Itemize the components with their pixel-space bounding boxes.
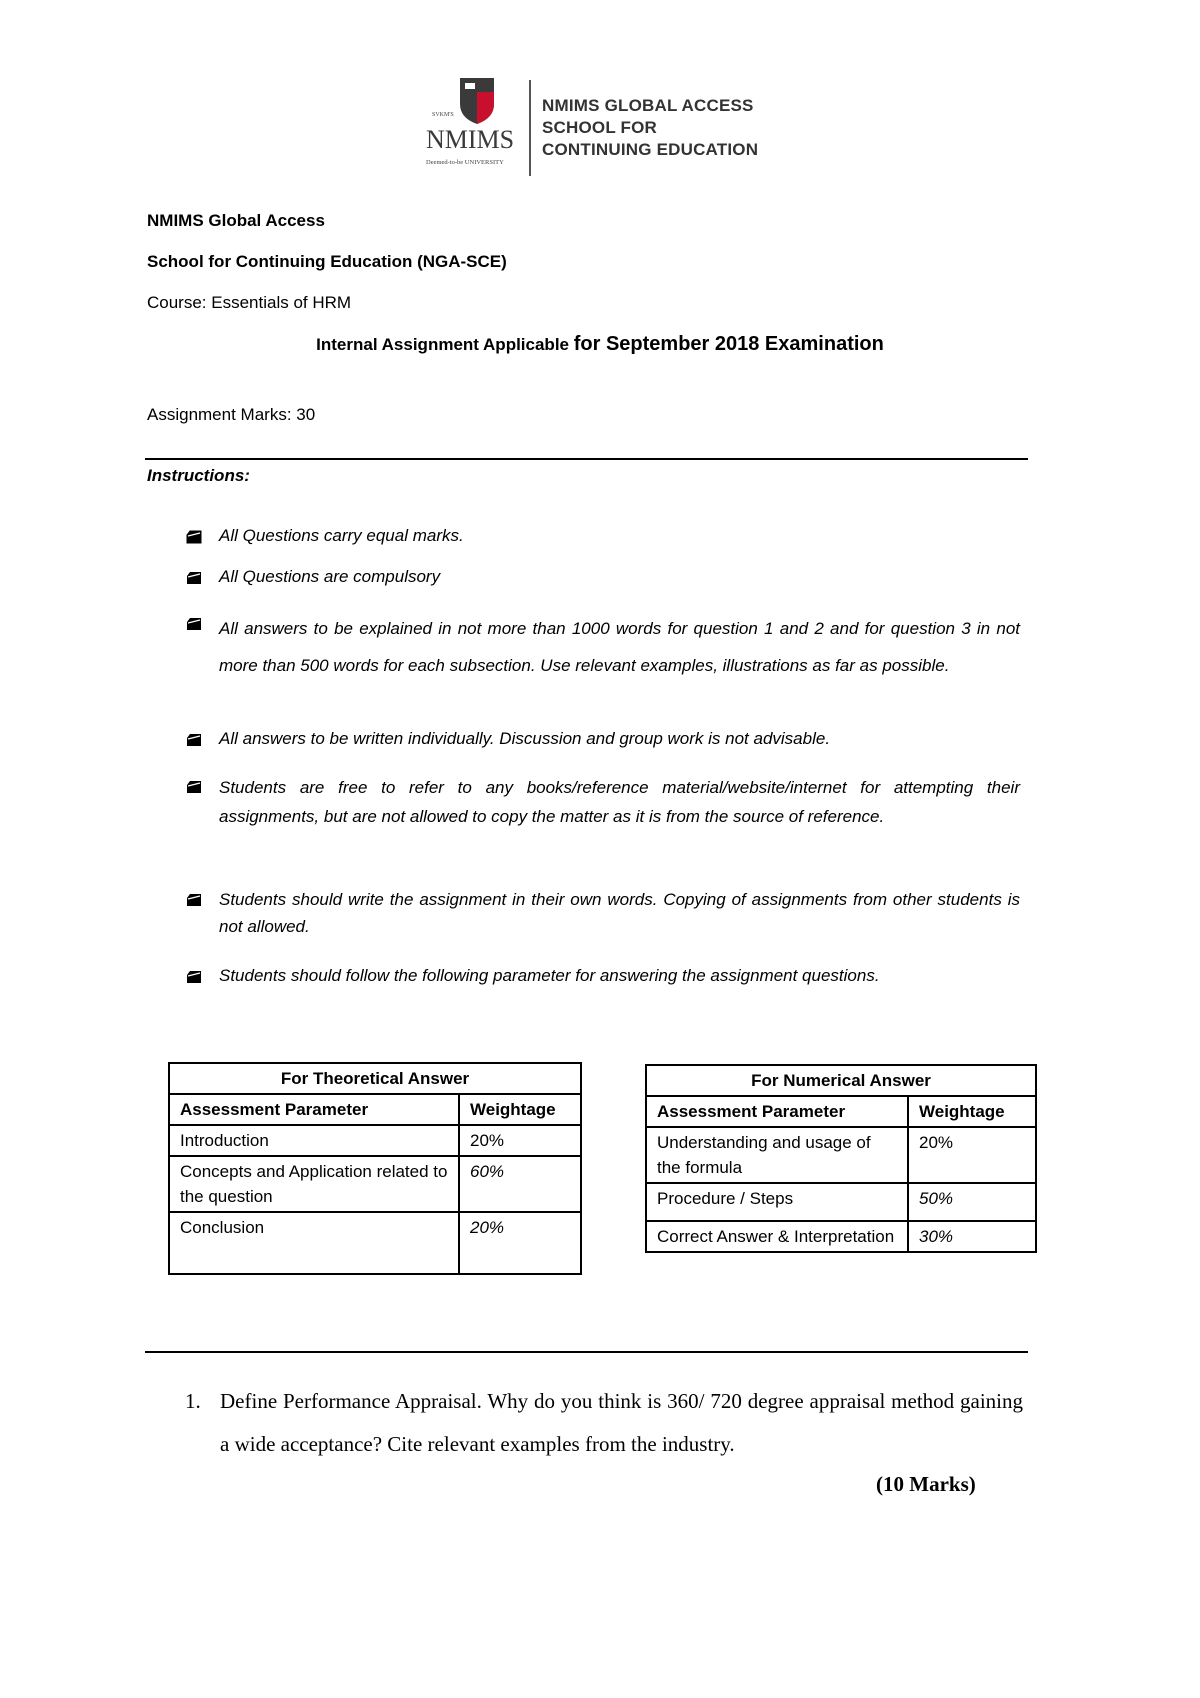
column-header: Weightage: [459, 1094, 581, 1125]
logo-divider: [529, 80, 531, 176]
divider-bottom: [145, 1351, 1028, 1353]
org-name: NMIMS Global Access: [147, 211, 325, 230]
table-cell: Concepts and Application related to the question: [169, 1156, 459, 1212]
table-caption: For Numerical Answer: [646, 1065, 1036, 1096]
logo-small-top: SVKM'S: [432, 112, 454, 118]
table-cell: 20%: [459, 1125, 581, 1156]
course-value: Essentials of HRM: [211, 293, 352, 312]
divider-top: [145, 458, 1028, 460]
course-label: Course:: [147, 293, 212, 312]
table-cell: Conclusion: [169, 1212, 459, 1274]
instruction-item-2: All Questions are compulsory: [219, 567, 441, 586]
table-caption: For Theoretical Answer: [169, 1063, 581, 1094]
table-row: [646, 1127, 1036, 1183]
title-part-1: Internal Assignment Applicable: [316, 335, 574, 354]
bullet-icon: [186, 617, 202, 631]
bullet-icon: [186, 571, 202, 585]
table-cell: Understanding and usage of the formula: [646, 1127, 908, 1183]
table-row: [169, 1212, 581, 1274]
question-marks: (10 Marks): [876, 1472, 976, 1496]
question-1: [185, 1380, 1023, 1466]
numerical-answer-table: [645, 1064, 1037, 1253]
column-header: Weightage: [908, 1096, 1036, 1127]
logo-line-2: SCHOOL FOR: [542, 118, 658, 137]
question-number: 1.: [185, 1389, 201, 1413]
table-cell: 20%: [459, 1212, 581, 1274]
instruction-item-3: All answers to be explained in not more than 1000 words for question 1 and 2 and for question 3 in not more than 500 words for each subsection. Use relevant examples, illustrations as far as possible.: [219, 619, 1020, 675]
bullet-icon: [186, 893, 202, 907]
logo-line-3: CONTINUING EDUCATION: [542, 140, 759, 159]
school-name: School for Continuing Education (NGA-SCE): [147, 252, 507, 271]
instruction-item-7: Students should follow the following parameter for answering the assignment questions.: [219, 966, 880, 985]
nmims-logo: [422, 76, 536, 176]
table-cell: 50%: [908, 1183, 1036, 1221]
instructions-heading: Instructions:: [147, 466, 250, 485]
bullet-icon: [186, 733, 202, 747]
table-cell: Procedure / Steps: [646, 1183, 908, 1221]
table-cell: Introduction: [169, 1125, 459, 1156]
table-row: [169, 1156, 581, 1212]
table-row: [646, 1221, 1036, 1252]
assignment-title: [0, 333, 1200, 356]
bullet-icon: [186, 780, 202, 794]
bullet-icon: [186, 530, 202, 544]
instruction-item-6: Students should write the assignment in their own words. Copying of assignments from other students is not allowed.: [219, 890, 1020, 936]
column-header: Assessment Parameter: [169, 1094, 459, 1125]
title-part-2: for September 2018 Examination: [573, 333, 884, 355]
table-row: [646, 1183, 1036, 1221]
logo-line-1: NMIMS GLOBAL ACCESS: [542, 96, 754, 115]
instruction-item-4: All answers to be written individually. Discussion and group work is not advisable.: [219, 729, 831, 748]
instruction-item-1: All Questions carry equal marks.: [219, 526, 464, 545]
table-row: [169, 1125, 581, 1156]
table-cell: 20%: [908, 1127, 1036, 1183]
assignment-marks: Assignment Marks: 30: [147, 405, 316, 424]
logo-emblem-text: NMIMS: [426, 125, 515, 154]
column-header: Assessment Parameter: [646, 1096, 908, 1127]
theoretical-answer-table: [168, 1062, 582, 1275]
question-text: Define Performance Appraisal. Why do you think is 360/ 720 degree appraisal method gaining a wide acceptance? Cite relevant examples from the industry.: [220, 1389, 1023, 1456]
table-cell: Correct Answer & Interpretation: [646, 1221, 908, 1252]
bullet-icon: [186, 970, 202, 984]
table-cell: 30%: [908, 1221, 1036, 1252]
table-cell: 60%: [459, 1156, 581, 1212]
course-line: [147, 293, 351, 313]
logo-small-bottom: Deemed-to-be UNIVERSITY: [426, 159, 504, 166]
logo-wordmark: [542, 95, 758, 161]
instruction-item-5: Students are free to refer to any books/reference material/website/internet for attempting their assignments, but are not allowed to copy the matter as it is from the source of reference.: [219, 778, 1020, 826]
